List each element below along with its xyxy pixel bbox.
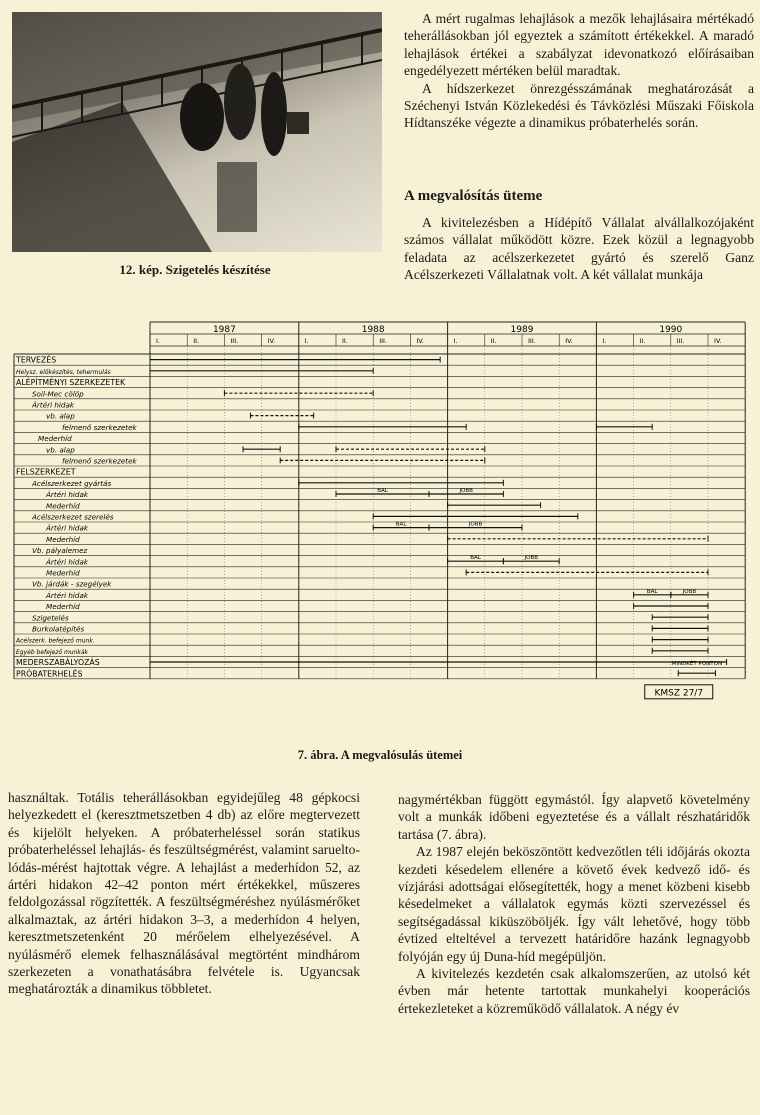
bridge-insulation-photo xyxy=(12,12,382,252)
row-label: Vb. járdák - szegélyek xyxy=(32,579,112,589)
bottom-left-column xyxy=(8,789,360,998)
quarter-label: IV. xyxy=(714,337,722,345)
bar-label: MINDKÉT PONTON xyxy=(671,661,723,667)
row-label: vb. alap xyxy=(46,445,75,455)
row-label: Ártéri hidak xyxy=(46,590,89,600)
paragraph: nagymértékban függött egymástól. Így alapvető követelmény volt a munkák időbeni egyeztetése és a vállalt részhatáridők tartása (7. ábra). xyxy=(398,792,750,842)
row-label: Ártéri hidak xyxy=(46,523,89,533)
year-label: 1989 xyxy=(510,325,534,335)
quarter-label: II. xyxy=(639,337,646,345)
paragraph: A mért rugalmas lehajlások a mezők lehajlásaira mértékadó teherállásokban jól egyeztek a számított értékekkel. A maradó lehajlások értékei a szabályzat idevonatkozó előírásaiban engedélyezett mértéken belül maradtak. xyxy=(404,11,754,79)
paragraph: Az 1987 elején beköszöntött kedvezőtlen téli időjárás okozta kezdeti késedelem ellenére a követő évek kedvező idő- és vízjárási adottságai elősegítették, hogy a menet közbeni kisebb késedelmeket a vállalatok egymás közti szervezéssel és segítségadással kiküszöböljék. Így vált lehetővé, hogy több évtized elteltével a tervezett határidőre hazánk legnagyobb folyóján egy új Duna-híd megépüljön. xyxy=(398,844,750,964)
quarter-label: III. xyxy=(676,337,685,345)
schedule-gantt-chart xyxy=(12,318,752,728)
bottom-right-column xyxy=(398,791,750,1017)
row-label: Mederhíd xyxy=(46,534,80,544)
figure-code: KMSZ 27/7 xyxy=(654,688,704,699)
quarter-label: III. xyxy=(379,337,388,345)
bar-label: JOBB xyxy=(524,555,539,562)
paragraph: használtak. Totális teherállásokban egyidejűleg 48 gépkocsi helyezkedett el (keresztmetszetben 4 db) az előre megtervezett és kijelölt helyeken. A próbaterheléssel során statikus próbaterheléssel lehajlás- és feszültségmérést, valamint saruelto-lódás-mérést hajtottak végre. A lehajlást a mederhídon 52, az ártéri hidakon 42–42 ponton mért értékekkel, műszeres feldolgozással rögzítették. A feszültségméréshez nyúlásmérőket alkalmaztak, az ártéri hidakon 3–3, a mederhídon 4 helyen, keresztmetszetenként 20 mérőelem elhelyezésével. A nyúlásmérő elemek felhasználásával megtörtént mindhárom szerkezeten a vonathatásábra felvétele is. Ugyancsak meghatározták a dinamikus többletet. xyxy=(8,790,360,997)
row-label: Szigetelés xyxy=(32,613,69,623)
quarter-label: II. xyxy=(490,337,497,345)
quarter-label: I. xyxy=(156,337,160,345)
gantt-svg xyxy=(12,318,752,728)
photo-caption: 12. kép. Szigetelés készítése xyxy=(119,262,271,277)
row-label: Mederhíd xyxy=(46,501,80,511)
year-label: 1987 xyxy=(212,325,236,335)
row-label: Soil-Mec cölöp xyxy=(32,389,84,399)
row-label: FELSZERKEZET xyxy=(16,467,76,477)
bar-label: JOBB xyxy=(468,521,483,528)
row-label: Acélszerkezet gyártás xyxy=(32,478,112,488)
bar-label: BAL xyxy=(646,588,658,595)
row-label: Helysz. előkészítés, tehermulás xyxy=(16,368,111,376)
bar-label: BAL xyxy=(395,521,407,528)
quarter-label: I. xyxy=(602,337,607,345)
quarter-label: II. xyxy=(342,337,348,345)
paragraph: A kivitelezés kezdetén csak alkalomszerűen, az utolsó két évben már hetente tartottak munkahelyi kooperációs értekezleteket a közreműködő vállalatok. A négy év xyxy=(398,966,750,1016)
bar-label: BAL xyxy=(470,555,481,562)
figure-caption: 7. ábra. A megvalósulás ütemei xyxy=(297,748,463,762)
row-label: ALÉPÍTMÉNYI SZERKEZETEK xyxy=(16,378,126,388)
row-label: felmenő szerkezetek xyxy=(62,422,137,432)
quarter-label: IV. xyxy=(416,337,424,345)
paragraph: A kivitelezésben a Hídépítő Vállalat alvállalkozójaként számos vállalat működött közre. Ezek közül a legnagyobb feladata az acélszerkezetet gyártó és szerelő Ganz Acélszerkezeti Vállalatnak volt. A két vállalat munkája xyxy=(404,215,754,283)
row-label: Vb. pályalemez xyxy=(32,546,88,556)
row-label: Ártéri hidak xyxy=(46,557,89,567)
quarter-label: II. xyxy=(193,337,200,345)
row-label: Acélszerk. befejező munk. xyxy=(16,637,95,645)
row-label: felmenő szerkezetek xyxy=(62,456,137,466)
row-label: TERVEZÉS xyxy=(16,355,57,365)
quarter-label: IV. xyxy=(565,337,573,345)
row-label: vb. alap xyxy=(46,411,75,421)
row-label: Mederhíd xyxy=(46,602,80,612)
row-label: Burkolatépítés xyxy=(32,624,85,634)
quarter-label: I. xyxy=(304,337,309,345)
row-label: Egyéb befejező munkák xyxy=(16,648,89,656)
paragraph: A hídszerkezet önrezgésszámának meghatározását a Széchenyi István Közlekedési és Távközlési Műszaki Főiskola Hídtanszéke végezte a dinamikus próbaterhelés során. xyxy=(404,80,754,131)
bar-label: BAL xyxy=(377,488,388,494)
row-label: Ártéri hidak xyxy=(46,490,89,500)
section-heading: A megvalósítás üteme xyxy=(404,188,543,204)
right-top-column-cont xyxy=(404,214,754,284)
row-label: MEDERSZABÁLYOZÁS xyxy=(16,658,100,668)
row-label: Acélszerkezet szerelés xyxy=(32,512,114,522)
row-label: PRÓBATERHELÉS xyxy=(16,669,83,679)
year-label: 1988 xyxy=(361,325,385,335)
bar-label: JOBB xyxy=(459,488,473,494)
bar-label: JOBB xyxy=(682,588,697,595)
quarter-label: I. xyxy=(453,337,458,345)
quarter-label: IV. xyxy=(267,337,276,345)
row-label: Ártéri hidak xyxy=(32,400,75,410)
quarter-label: III. xyxy=(230,337,239,345)
year-label: 1990 xyxy=(659,325,683,335)
right-top-column xyxy=(404,10,754,132)
row-label: Mederhíd xyxy=(38,434,72,444)
quarter-label: III. xyxy=(528,337,536,345)
row-label: Mederhíd xyxy=(46,568,80,578)
